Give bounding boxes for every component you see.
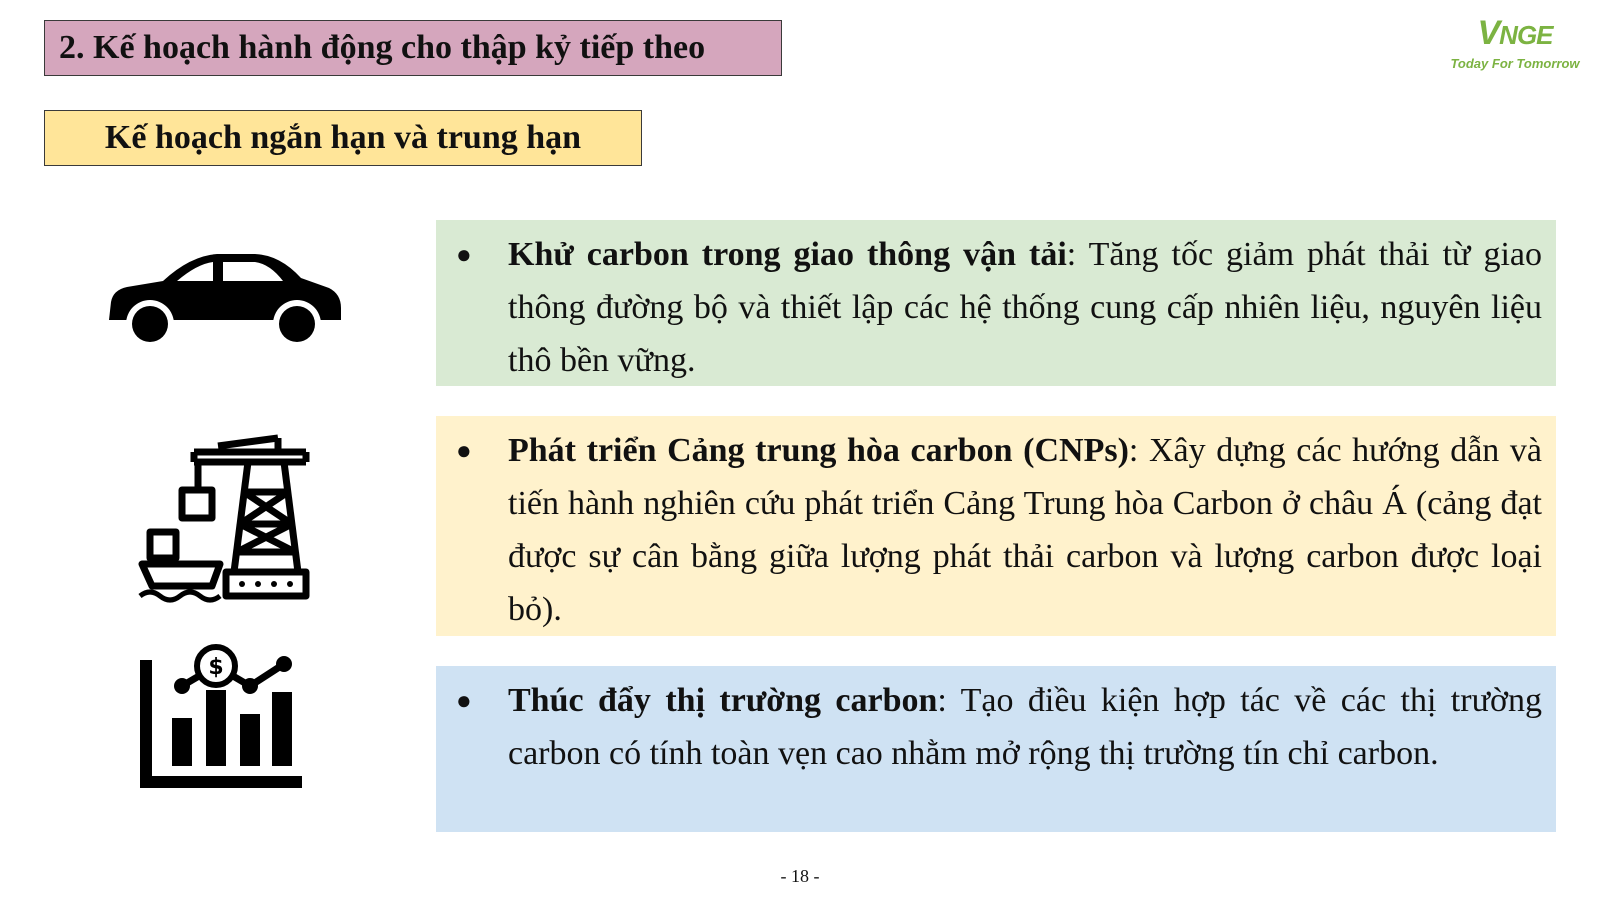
- port-crane-ship-icon: [138, 432, 314, 608]
- logo-mark: VNGE: [1477, 14, 1553, 52]
- bullet: ●: [456, 436, 472, 465]
- car-icon: [105, 250, 345, 350]
- section-title: 2. Kế hoạch hành động cho thập kỷ tiếp theo: [44, 20, 782, 76]
- logo: [1440, 10, 1590, 74]
- item-term: Phát triển Cảng trung hòa carbon (CNPs): [508, 432, 1129, 469]
- subtitle: Kế hoạch ngắn hạn và trung hạn: [44, 110, 642, 166]
- item-text: : Xây dựng các hướng dẫn và tiến hành nghiên cứu phát triển Cảng Trung hòa Carbon ở châu Á (cảng đạt được sự cân bằng giữa lượng phát thải carbon và lượng carbon được loại bỏ).: [508, 432, 1542, 628]
- bullet: ●: [456, 240, 472, 269]
- item-text: : Tạo điều kiện hợp tác về các thị trường carbon có tính toàn vẹn cao nhằm mở rộng thị trường tín chỉ carbon.: [508, 682, 1542, 772]
- item-text: : Tăng tốc giảm phát thải từ giao thông đường bộ và thiết lập các hệ thống cung cấp nhiên liệu, nguyên liệu thô bền vững.: [508, 236, 1542, 379]
- page-number: - 18 -: [780, 866, 820, 886]
- bullet: ●: [456, 686, 472, 715]
- svg-text:$: $: [208, 655, 224, 680]
- market-chart-dollar-icon: [138, 644, 306, 796]
- item-term: Thúc đẩy thị trường carbon: [508, 682, 938, 719]
- logo-tagline: Today For Tomorrow: [1450, 56, 1580, 71]
- action-item-carbon-neutral-ports: [436, 416, 1556, 636]
- action-item-transport: [436, 220, 1556, 386]
- item-term: Khử carbon trong giao thông vận tải: [508, 236, 1067, 273]
- action-item-carbon-market: [436, 666, 1556, 832]
